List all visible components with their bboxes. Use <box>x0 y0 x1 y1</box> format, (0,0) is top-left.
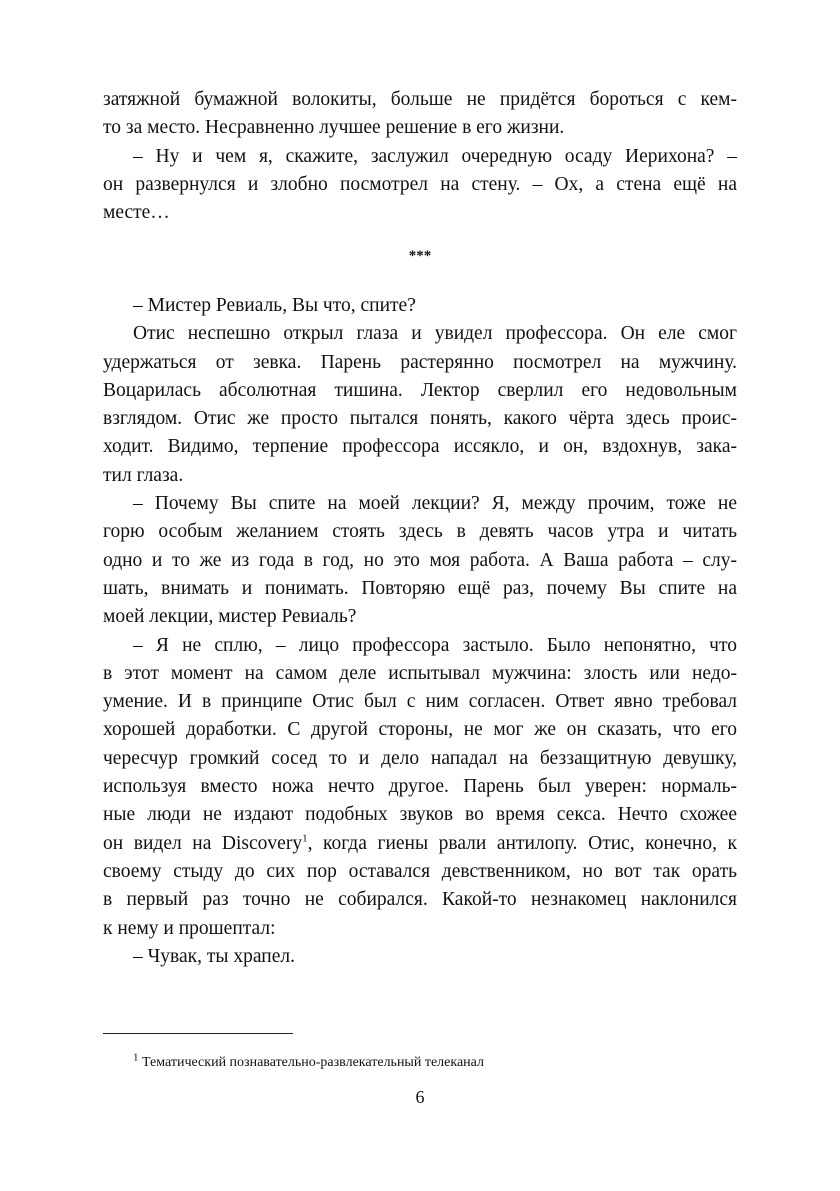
text-line: тил глаза. <box>103 464 184 486</box>
text-line: моей лекции, мистер Ревиаль? <box>103 606 357 628</box>
text-line: Отис неспешно открыл глаза и увидел профессора. Он еле смог <box>133 323 737 345</box>
text-line: своему стыду до сих пор оставался девственником, но вот так орать <box>103 860 737 882</box>
text-line: месте… <box>103 202 170 224</box>
text-line: – Почему Вы спите на моей лекции? Я, между прочим, тоже не <box>133 493 737 515</box>
text-line: взглядом. Отис же просто пытался понять, какого чёрта здесь проис- <box>103 408 737 430</box>
text-line: хорошей доработки. С другой стороны, не мог же он сказать, что его <box>103 719 737 741</box>
text-line: он видел на Discovery$^1$, когда гиены рвали антилопу. Отис, конечно, к <box>103 832 738 854</box>
text-line: ные люди не издают подобных звуков во время секса. Нечто схожее <box>103 804 737 826</box>
text-line: ходит. Видимо, терпение профессора иссякло, и он, вздохнув, зака- <box>103 436 737 458</box>
footnote-mark: 1 <box>133 1051 139 1064</box>
text-line: затяжной бумажной волокиты, больше не придётся бороться с кем- <box>103 89 737 110</box>
page-number: 6 <box>415 1087 425 1107</box>
footnote <box>133 1051 484 1071</box>
footnote-reference: 1 <box>302 832 308 845</box>
text-block-2 <box>103 292 737 971</box>
text-line: чересчур громкий сосед то и дело нападал на беззащитную девушку, <box>103 747 737 769</box>
text-line: умение. И в принципе Отис был с ним согласен. Ответ явно требовал <box>103 691 737 713</box>
text-line: он развернулся и злобно посмотрел на стену. – Ох, а стена ещё на <box>103 173 737 195</box>
text-line: одно и то же из года в год, но это моя работа. А Ваша работа – слу- <box>103 549 737 571</box>
text-line: – Я не сплю, – лицо профессора застыло. Было непонятно, что <box>133 634 737 656</box>
text-line: в первый раз точно не собирался. Какой-то незнакомец наклонился <box>103 889 737 911</box>
text-block-1 <box>103 86 737 227</box>
text-line: удержаться от зевка. Парень растерянно посмотрел на мужчину. <box>103 351 737 373</box>
text-line: – Чувак, ты храпел. <box>133 945 295 967</box>
text-line: – Мистер Ревиаль, Вы что, спите? <box>133 295 416 316</box>
text-line: в этот момент на самом деле испытывал мужчина: злость или недо- <box>103 662 737 684</box>
text-line: шать, внимать и понимать. Повторяю ещё раз, почему Вы спите на <box>103 577 737 599</box>
text-line: то за место. Несравненно лучшее решение в его жизни. <box>103 117 565 139</box>
footnote-divider <box>103 1033 293 1034</box>
text-line: к нему и прошептал: <box>103 917 276 939</box>
text-line: используя вместо ножа нечто другое. Парень был уверен: нормаль- <box>103 776 737 798</box>
section-separator: *** <box>408 248 432 264</box>
text-line: горю особым желанием стоять здесь в девять часов утра и читать <box>103 521 737 543</box>
footnote-text: Тематический познавательно-развлекательный телеканал <box>142 1055 484 1070</box>
text-line: – Ну и чем я, скажите, заслужил очередную осаду Иерихона? – <box>133 145 737 167</box>
text-line: Воцарилась абсолютная тишина. Лектор сверлил его недовольным <box>103 379 737 401</box>
